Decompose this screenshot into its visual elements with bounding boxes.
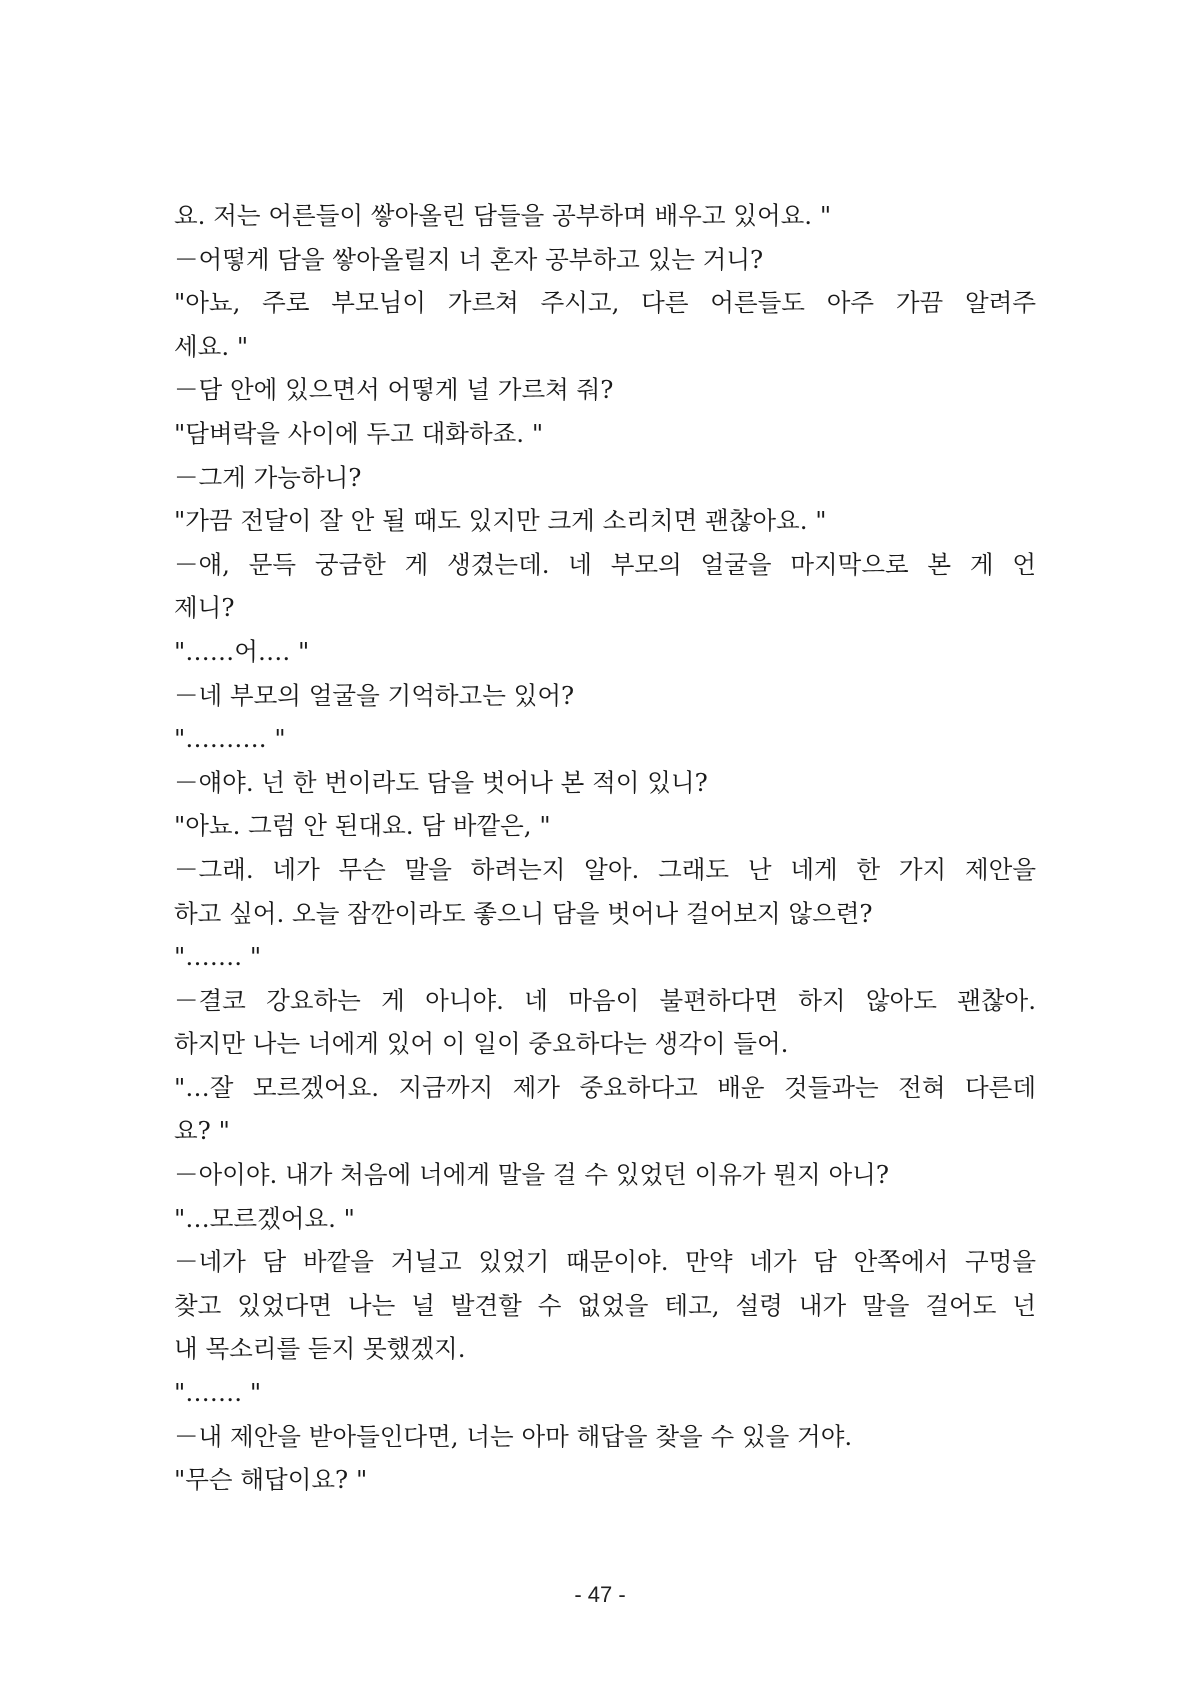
text-line: "………. " [174,724,286,754]
text-line: －얘, 문득 궁금한 게 생겼는데. 네 부모의 얼굴을 마지막으로 본 게 언 [174,549,1036,579]
text-line: －그게 가능하니? [174,462,362,492]
text-line: 요. 저는 어른들이 쌓아올린 담들을 공부하며 배우고 있어요. " [174,201,832,230]
text-line: "…잘 모르겠어요. 지금까지 제가 중요하다고 배운 것들과는 전혀 다른데 [174,1072,1036,1102]
text-line: 제니? [174,593,235,623]
text-line: "담벼락을 사이에 두고 대화하죠. " [174,418,544,448]
text-line: "…모르겠어요. " [174,1203,355,1233]
page-body [174,194,1036,1502]
text-line: －네가 담 바깥을 거닐고 있었기 때문이야. 만약 네가 담 안쪽에서 구멍을 [174,1247,1036,1277]
text-line: "가끔 전달이 잘 안 될 때도 있지만 크게 소리치면 괜찮아요. " [174,506,827,536]
text-line: "……. " [174,942,262,972]
page-number: - 47 - [574,1582,626,1607]
text-line: －네 부모의 얼굴을 기억하고는 있어? [174,680,575,710]
text-line: －담 안에 있으면서 어떻게 널 가르쳐 줘? [174,375,614,405]
text-line: "아뇨, 주로 부모님이 가르쳐 주시고, 다른 어른들도 아주 가끔 알려주 [174,288,1036,318]
text-line: 세요. " [174,331,249,361]
text-line: "……. " [174,1378,262,1408]
text-line: 요? " [174,1116,230,1146]
text-line: －어떻게 담을 쌓아올릴지 너 혼자 공부하고 있는 거니? [174,244,764,274]
text-line: －아이야. 내가 처음에 너에게 말을 걸 수 있었던 이유가 뭔지 아니? [174,1160,889,1190]
text-line: －결코 강요하는 게 아니야. 네 마음이 불편하다면 하지 않아도 괜찮아. [174,985,1036,1015]
text-line: "아뇨. 그럼 안 된대요. 담 바깥은, " [174,811,551,841]
text-line: 내 목소리를 듣지 못했겠지. [174,1334,466,1364]
text-line: 하고 싶어. 오늘 잠깐이라도 좋으니 담을 벗어나 걸어보지 않으련? [174,898,873,928]
text-line: "……어…. " [174,636,310,666]
text-line: 찾고 있었다면 나는 널 발견할 수 없었을 테고, 설령 내가 말을 걸어도 넌 [174,1290,1036,1320]
text-line: "무슨 해답이요? " [174,1465,368,1495]
text-line: 하지만 나는 너에게 있어 이 일이 중요하다는 생각이 들어. [174,1029,789,1059]
text-line: －얘야. 넌 한 번이라도 담을 벗어나 본 적이 있니? [174,767,708,797]
text-line: －내 제안을 받아들인다면, 너는 아마 해답을 찾을 수 있을 거야. [174,1421,853,1451]
text-line: －그래. 네가 무슨 말을 하려는지 알아. 그래도 난 네게 한 가지 제안을 [174,854,1036,884]
